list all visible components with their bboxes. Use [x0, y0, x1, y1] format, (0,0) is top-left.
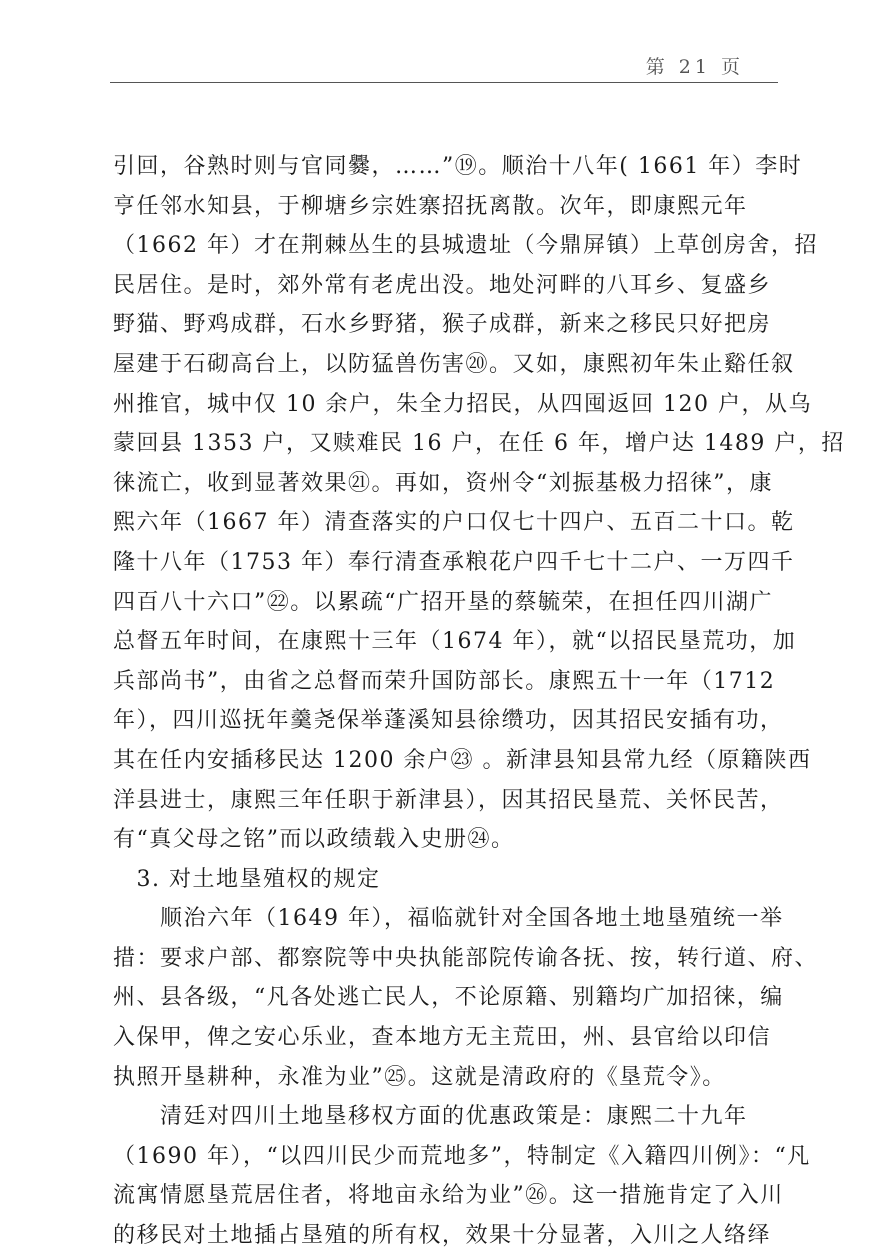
text-line: 徕流亡，收到显著效果㉑。再如，资州令“刘振基极力招徕”，康 [113, 470, 773, 496]
text-line: 洋县进士，康熙三年任职于新津县），因其招民垦荒、关怀民苦， [113, 787, 784, 813]
text-line: 有“真父母之铭”而以政绩载入史册㉔。 [113, 827, 515, 853]
text-line: 顺治六年（1649 年），福临就针对全国各地土地垦殖统一举 [113, 906, 784, 932]
text-line: 流寓情愿垦荒居住者，将地亩永给为业”㉖。这一措施肯定了入川 [113, 1183, 784, 1209]
text-line: 民居住。是时，郊外常有老虎出没。地处河畔的八耳乡、复盛乡 [113, 272, 772, 298]
text-line: 熙六年（1667 年）清查落实的户口仅七十四户、五百二十口。乾 [113, 510, 795, 536]
page-number: 第 21 页 [645, 56, 744, 78]
text-line: 的移民对土地插占垦殖的所有权，效果十分显著，入川之人络绎 [113, 1223, 772, 1249]
text-line: 执照开垦耕种，永准为业”㉕。这就是清政府的《垦荒令》。 [113, 1064, 726, 1090]
text-line: （1690 年），“以四川民少而荒地多”，特制定《入籍四川例》：“凡 [113, 1143, 811, 1169]
text-line: 总督五年时间，在康熙十三年（1674 年），就“以招民垦荒功，加 [113, 629, 797, 655]
text-line: 其在任内安插移民达 1200 余户㉓ 。新津县知县常九经（原籍陕西 [113, 747, 812, 773]
text-line: 年），四川巡抚年羹尧保举蓬溪知县徐缵功，因其招民安插有功， [113, 708, 784, 734]
text-line: 屋建于石砌高台上，以防猛兽伤害⑳。又如，康熙初年朱止谿任叙 [113, 351, 795, 377]
page-header [110, 50, 778, 83]
text-line: 野猫、野鸡成群，石水乡野猪，猴子成群，新来之移民只好把房 [113, 312, 772, 338]
text-line: 州、县各级，“凡各处逃亡民人，不论原籍、别籍均广加招徕，编 [113, 985, 784, 1011]
text-line: 亨任邻水知县，于柳塘乡宗姓寨招抚离散。次年，即康熙元年 [113, 193, 748, 219]
body-text [113, 147, 845, 1256]
text-line: （1662 年）才在荆棘丛生的县城遗址（今鼎屏镇）上草创房舍，招 [113, 233, 818, 259]
text-line: 引回，谷熟时则与官同爨，……”⑲。顺治十八年( 1661 年）李时 [113, 154, 803, 179]
text-line: 蒙回县 1353 户，又赎难民 16 户，在任 6 年，增户达 1489 户，招 [113, 431, 845, 457]
text-line: 措：要求户部、都察院等中央执能部院传谕各抚、按，转行道、府、 [113, 945, 819, 971]
text-line: 清廷对四川土地垦移权方面的优惠政策是：康熙二十九年 [113, 1104, 748, 1130]
text-line: 入保甲，俾之安心乐业，查本地方无主荒田，州、县官给以印信 [113, 1025, 772, 1051]
text-line: 州推官，城中仅 10 余户，朱全力招民，从四囤返回 120 户，从乌 [113, 391, 812, 417]
section-heading: 3. 对土地垦殖权的规定 [113, 866, 381, 892]
text-line: 四百八十六口”㉒。以累疏“广招开垦的蔡毓荣，在担任四川湖广 [113, 589, 773, 615]
text-line: 隆十八年（1753 年）奉行清查承粮花户四千七十二户、一万四千 [113, 549, 795, 575]
text-line: 兵部尚书”，由省之总督而荣升国防部长。康熙五十一年（1712 [113, 668, 776, 694]
